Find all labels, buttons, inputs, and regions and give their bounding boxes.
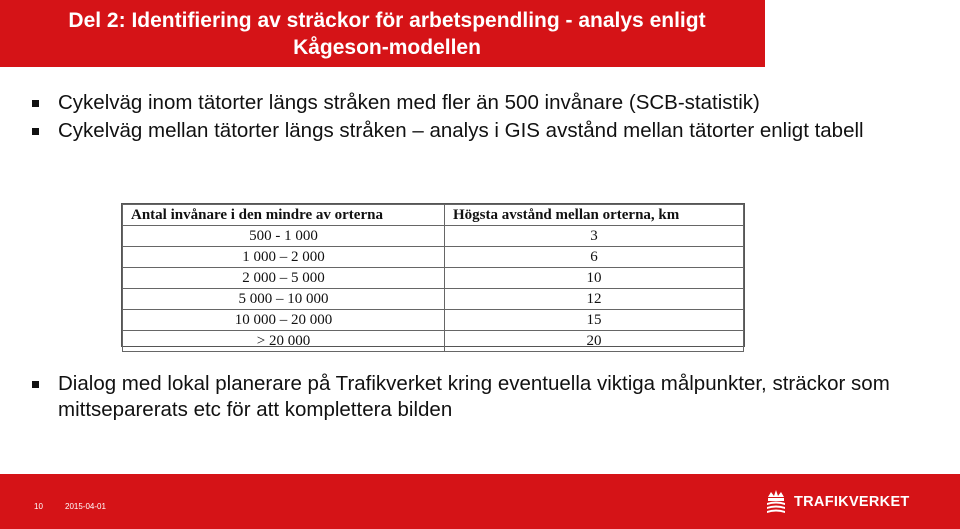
trafikverket-logo [752, 474, 960, 529]
bullet-square-icon [32, 381, 39, 388]
bullet-item [30, 118, 940, 144]
table-header-row [123, 205, 744, 226]
table-row [123, 310, 744, 331]
bullet-item [30, 90, 940, 116]
table-row [123, 247, 744, 268]
table-cell: 6 [445, 247, 744, 268]
table-cell: 10 [445, 268, 744, 289]
table-cell: > 20 000 [123, 331, 445, 352]
table-cell: 15 [445, 310, 744, 331]
page-title-line-1: Del 2: Identifiering av sträckor för arbetspendling - analys enligt [68, 9, 706, 32]
bullet-item [30, 371, 940, 423]
table-row [123, 289, 744, 310]
bullet-text: Dialog med lokal planerare på Trafikverket kring eventuella viktiga målpunkter, sträckor som mittseparerats etc för att komplettera bilden [58, 372, 890, 421]
table-cell: 3 [445, 226, 744, 247]
bullet-square-icon [32, 128, 39, 135]
table-cell: 5 000 – 10 000 [123, 289, 445, 310]
page-number: 10 [34, 502, 43, 511]
table-header: Högsta avstånd mellan orterna, km [445, 205, 744, 226]
logo-text: TRAFIKVERKET [794, 494, 910, 510]
table-row [123, 268, 744, 289]
table-header: Antal invånare i den mindre av orterna [123, 205, 445, 226]
trafikverket-crown-icon [764, 488, 788, 514]
title-bar [0, 0, 765, 67]
table-cell: 500 - 1 000 [123, 226, 445, 247]
table-row [123, 331, 744, 352]
distance-table [121, 203, 745, 347]
bullet-text: Cykelväg mellan tätorter längs stråken – analys i GIS avstånd mellan tätorter enligt tabell [58, 119, 864, 142]
table-cell: 1 000 – 2 000 [123, 247, 445, 268]
table-cell: 2 000 – 5 000 [123, 268, 445, 289]
bullet-list [30, 90, 940, 146]
footer-date: 2015-04-01 [65, 502, 106, 511]
table-cell: 20 [445, 331, 744, 352]
page-title-line-2: Kågeson-modellen [293, 36, 481, 59]
bullet-square-icon [32, 100, 39, 107]
bullet-text: Cykelväg inom tätorter längs stråken med fler än 500 invånare (SCB-statistik) [58, 91, 760, 114]
bullet-list-2 [30, 371, 940, 425]
table-cell: 12 [445, 289, 744, 310]
table-row [123, 226, 744, 247]
table-cell: 10 000 – 20 000 [123, 310, 445, 331]
